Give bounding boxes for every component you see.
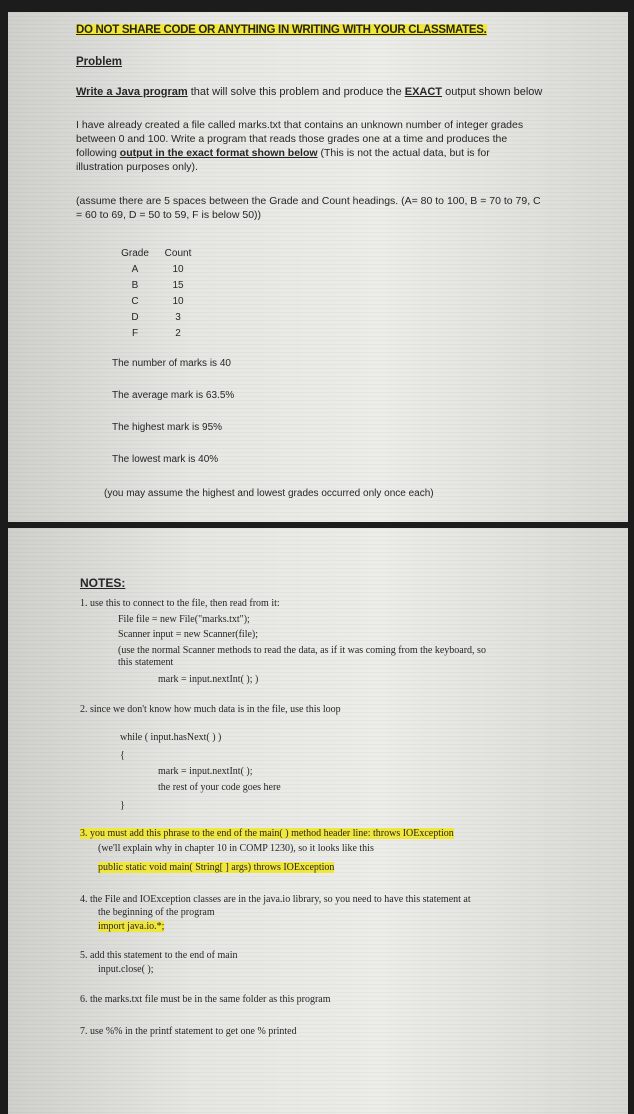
note-1-explain-2: this statement [118,657,174,668]
note-1-code-nextint: mark = input.nextInt( ); ) [158,674,259,685]
desc-3a: following [76,147,120,159]
note-3-line: 3. you must add this phrase to the end of the main( ) method header line: throws IOException [80,828,454,839]
note-1-code-file: File file = new File("marks.txt"); [118,614,250,625]
warning-text: DO NOT SHARE CODE OR ANYTHING IN WRITING WITH YOUR CLASSMATES. [76,24,487,36]
grade-cell: B [131,279,139,291]
note-1-explain: (use the normal Scanner methods to read the data, as if it was coming from the keyboard, so [118,645,486,656]
stat-highest: The highest mark is 95% [112,422,223,433]
note-5-line: 5. add this statement to the end of main [80,950,238,961]
count-cell: 15 [172,279,184,291]
desc-3c: (This is not the actual data, but is for [317,147,490,159]
table-row [112,310,198,326]
note-3-code-main: public static void main( String[ ] args) throws IOException [98,862,335,873]
problem-heading: Problem [76,56,123,68]
note-1-code-scanner: Scanner input = new Scanner(file); [118,629,259,640]
description-line-1: I have already created a file called marks.txt that contains an unknown number of integer grades [76,119,524,131]
description-line-3 [76,146,490,160]
table-row [112,278,198,294]
grade-cell: F [131,327,139,339]
write-java-lead: Write a Java program [76,86,188,98]
note-1-line: 1. use this to connect to the file, then read from it: [80,598,280,609]
count-cell: 2 [175,327,181,339]
stat-average: The average mark is 63.5% [112,390,235,401]
count-cell: 10 [172,295,184,307]
assume-once-note: (you may assume the highest and lowest grades occurred only once each) [104,488,434,499]
instruction-line [76,86,542,98]
grade-header: Grade [121,247,149,259]
count-cell: 3 [175,311,181,323]
write-rest-b: output shown below [442,86,543,98]
note-5-code-close: input.close( ); [98,964,154,975]
stat-number: The number of marks is 40 [112,358,231,369]
grade-cell: C [131,295,139,307]
exact-format-phrase: output in the exact format shown below [119,147,318,159]
problem-page [8,12,628,522]
note-7-line: 7. use %% in the printf statement to get one % printed [80,1026,297,1037]
grade-cell: A [131,263,139,275]
note-4-code-import: import java.io.*; [98,921,165,932]
note-4-explain: the beginning of the program [98,907,215,918]
grade-cell: D [131,311,139,323]
notes-page [8,528,628,1114]
note-2-code-open-brace: { [120,750,125,761]
table-row [112,262,198,278]
note-2-line: 2. since we don't know how much data is in the file, use this loop [80,704,341,715]
note-6-line: 6. the marks.txt file must be in the same folder as this program [80,994,331,1005]
table-header-row [112,246,198,262]
grade-count-table [112,246,198,342]
note-2-code-while: while ( input.hasNext( ) ) [120,732,222,743]
assume-spacing-line-2: = 60 to 69, D = 50 to 59, F is below 50)) [76,209,262,221]
notes-heading: NOTES: [80,576,126,590]
count-header: Count [164,247,192,259]
exact-word: EXACT [404,86,443,98]
write-rest-a: that will solve this problem and produce the [187,86,405,98]
table-row [112,294,198,310]
note-2-code-rest: the rest of your code goes here [158,782,281,793]
count-cell: 10 [172,263,184,275]
table-row [112,326,198,342]
note-2-code-close-brace: } [120,800,125,811]
note-2-code-mark: mark = input.nextInt( ); [158,766,253,777]
note-3-explain: (we'll explain why in chapter 10 in COMP 1230), so it looks like this [98,843,374,854]
note-4-line: 4. the File and IOException classes are in the java.io library, so you need to have this statement at [80,894,471,905]
stat-lowest: The lowest mark is 40% [112,454,219,465]
description-line-4: illustration purposes only). [76,161,198,173]
assume-spacing-line-1: (assume there are 5 spaces between the Grade and Count headings. (A= 80 to 100, B = 70 to 79, C [76,195,541,207]
description-line-2: between 0 and 100. Write a program that reads those grades one at a time and produces the [76,133,508,145]
